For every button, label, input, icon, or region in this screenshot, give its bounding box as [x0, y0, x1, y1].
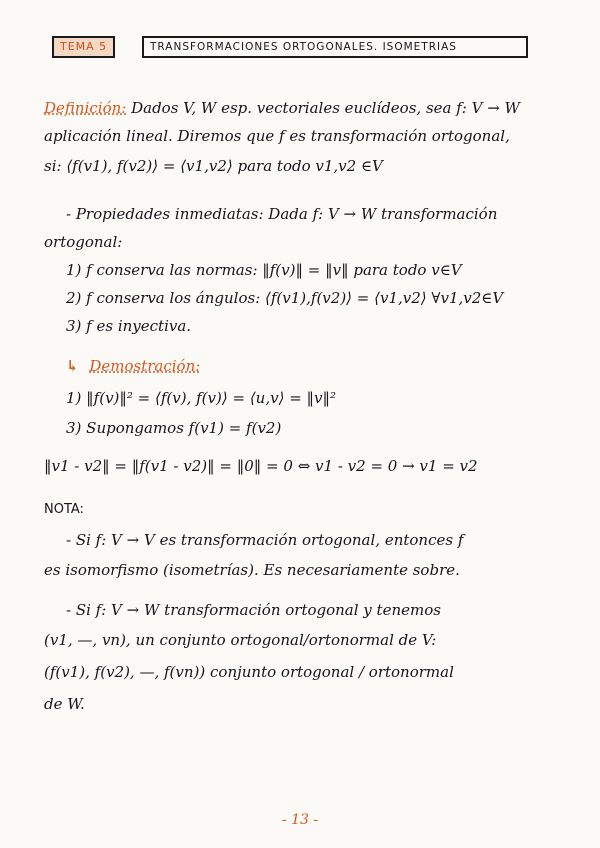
definition-line-1: [44, 98, 566, 118]
property-item-3: 3) f es inyectiva.: [66, 317, 192, 335]
page-number: - 13 -: [281, 812, 319, 828]
note-label: NOTA:: [44, 502, 84, 517]
note-line-1: - Si f: V → V es transformación ortogonal, entonces f: [66, 531, 464, 549]
definition-text-1: Dados V, W esp. vectoriales euclídeos, sea f: V → W: [131, 99, 520, 117]
topic-number-box: TEMA 5: [52, 36, 115, 58]
definition-line-3: si: ⟨f(v1), f(v2)⟩ = ⟨v1,v2⟩ para todo v1,v2 ∈V: [44, 157, 383, 175]
properties-intro-2: ortogonal:: [44, 233, 123, 251]
arrow-icon: ↳: [66, 357, 79, 375]
note-line-2: es isomorfismo (isometrías). Es necesariamente sobre.: [44, 561, 460, 579]
demonstration-line-2: 3) Supongamos f(v1) = f(v2): [66, 419, 282, 437]
demonstration-line-1: 1) ‖f(v)‖² = ⟨f(v), f(v)⟩ = ⟨u,v⟩ = ‖v‖²: [66, 389, 337, 407]
demonstration-line-3: ‖v1 - v2‖ = ‖f(v1 - v2)‖ = ‖0‖ = 0 ⇔ v1 - v2 = 0 → v1 = v2: [44, 457, 478, 475]
properties-intro: - Propiedades inmediatas: Dada f: V → W transformación: [66, 205, 498, 223]
note-line-4: (v1, —, vn), un conjunto ortogonal/ortonormal de V:: [44, 631, 437, 649]
topic-title-box: TRANSFORMACIONES ORTOGONALES. ISOMETRIAS: [142, 36, 528, 58]
note-line-5: (f(v1), f(v2), —, f(vn)) conjunto ortogonal / ortonormal: [44, 663, 454, 681]
definition-line-2: aplicación lineal. Diremos que f es transformación ortogonal,: [44, 127, 510, 145]
demonstration-heading: [66, 356, 566, 376]
note-line-6: de W.: [44, 695, 85, 713]
note-line-3: - Si f: V → W transformación ortogonal y tenemos: [66, 601, 441, 619]
definition-label: Definición:: [44, 99, 127, 117]
property-item-2: 2) f conserva los ángulos: ⟨f(v1),f(v2)⟩ = ⟨v1,v2⟩ ∀v1,v2∈V: [66, 289, 504, 307]
property-item-1: 1) f conserva las normas: ‖f(v)‖ = ‖v‖ para todo v∈V: [66, 261, 462, 279]
demonstration-label: Demostración:: [89, 357, 201, 375]
